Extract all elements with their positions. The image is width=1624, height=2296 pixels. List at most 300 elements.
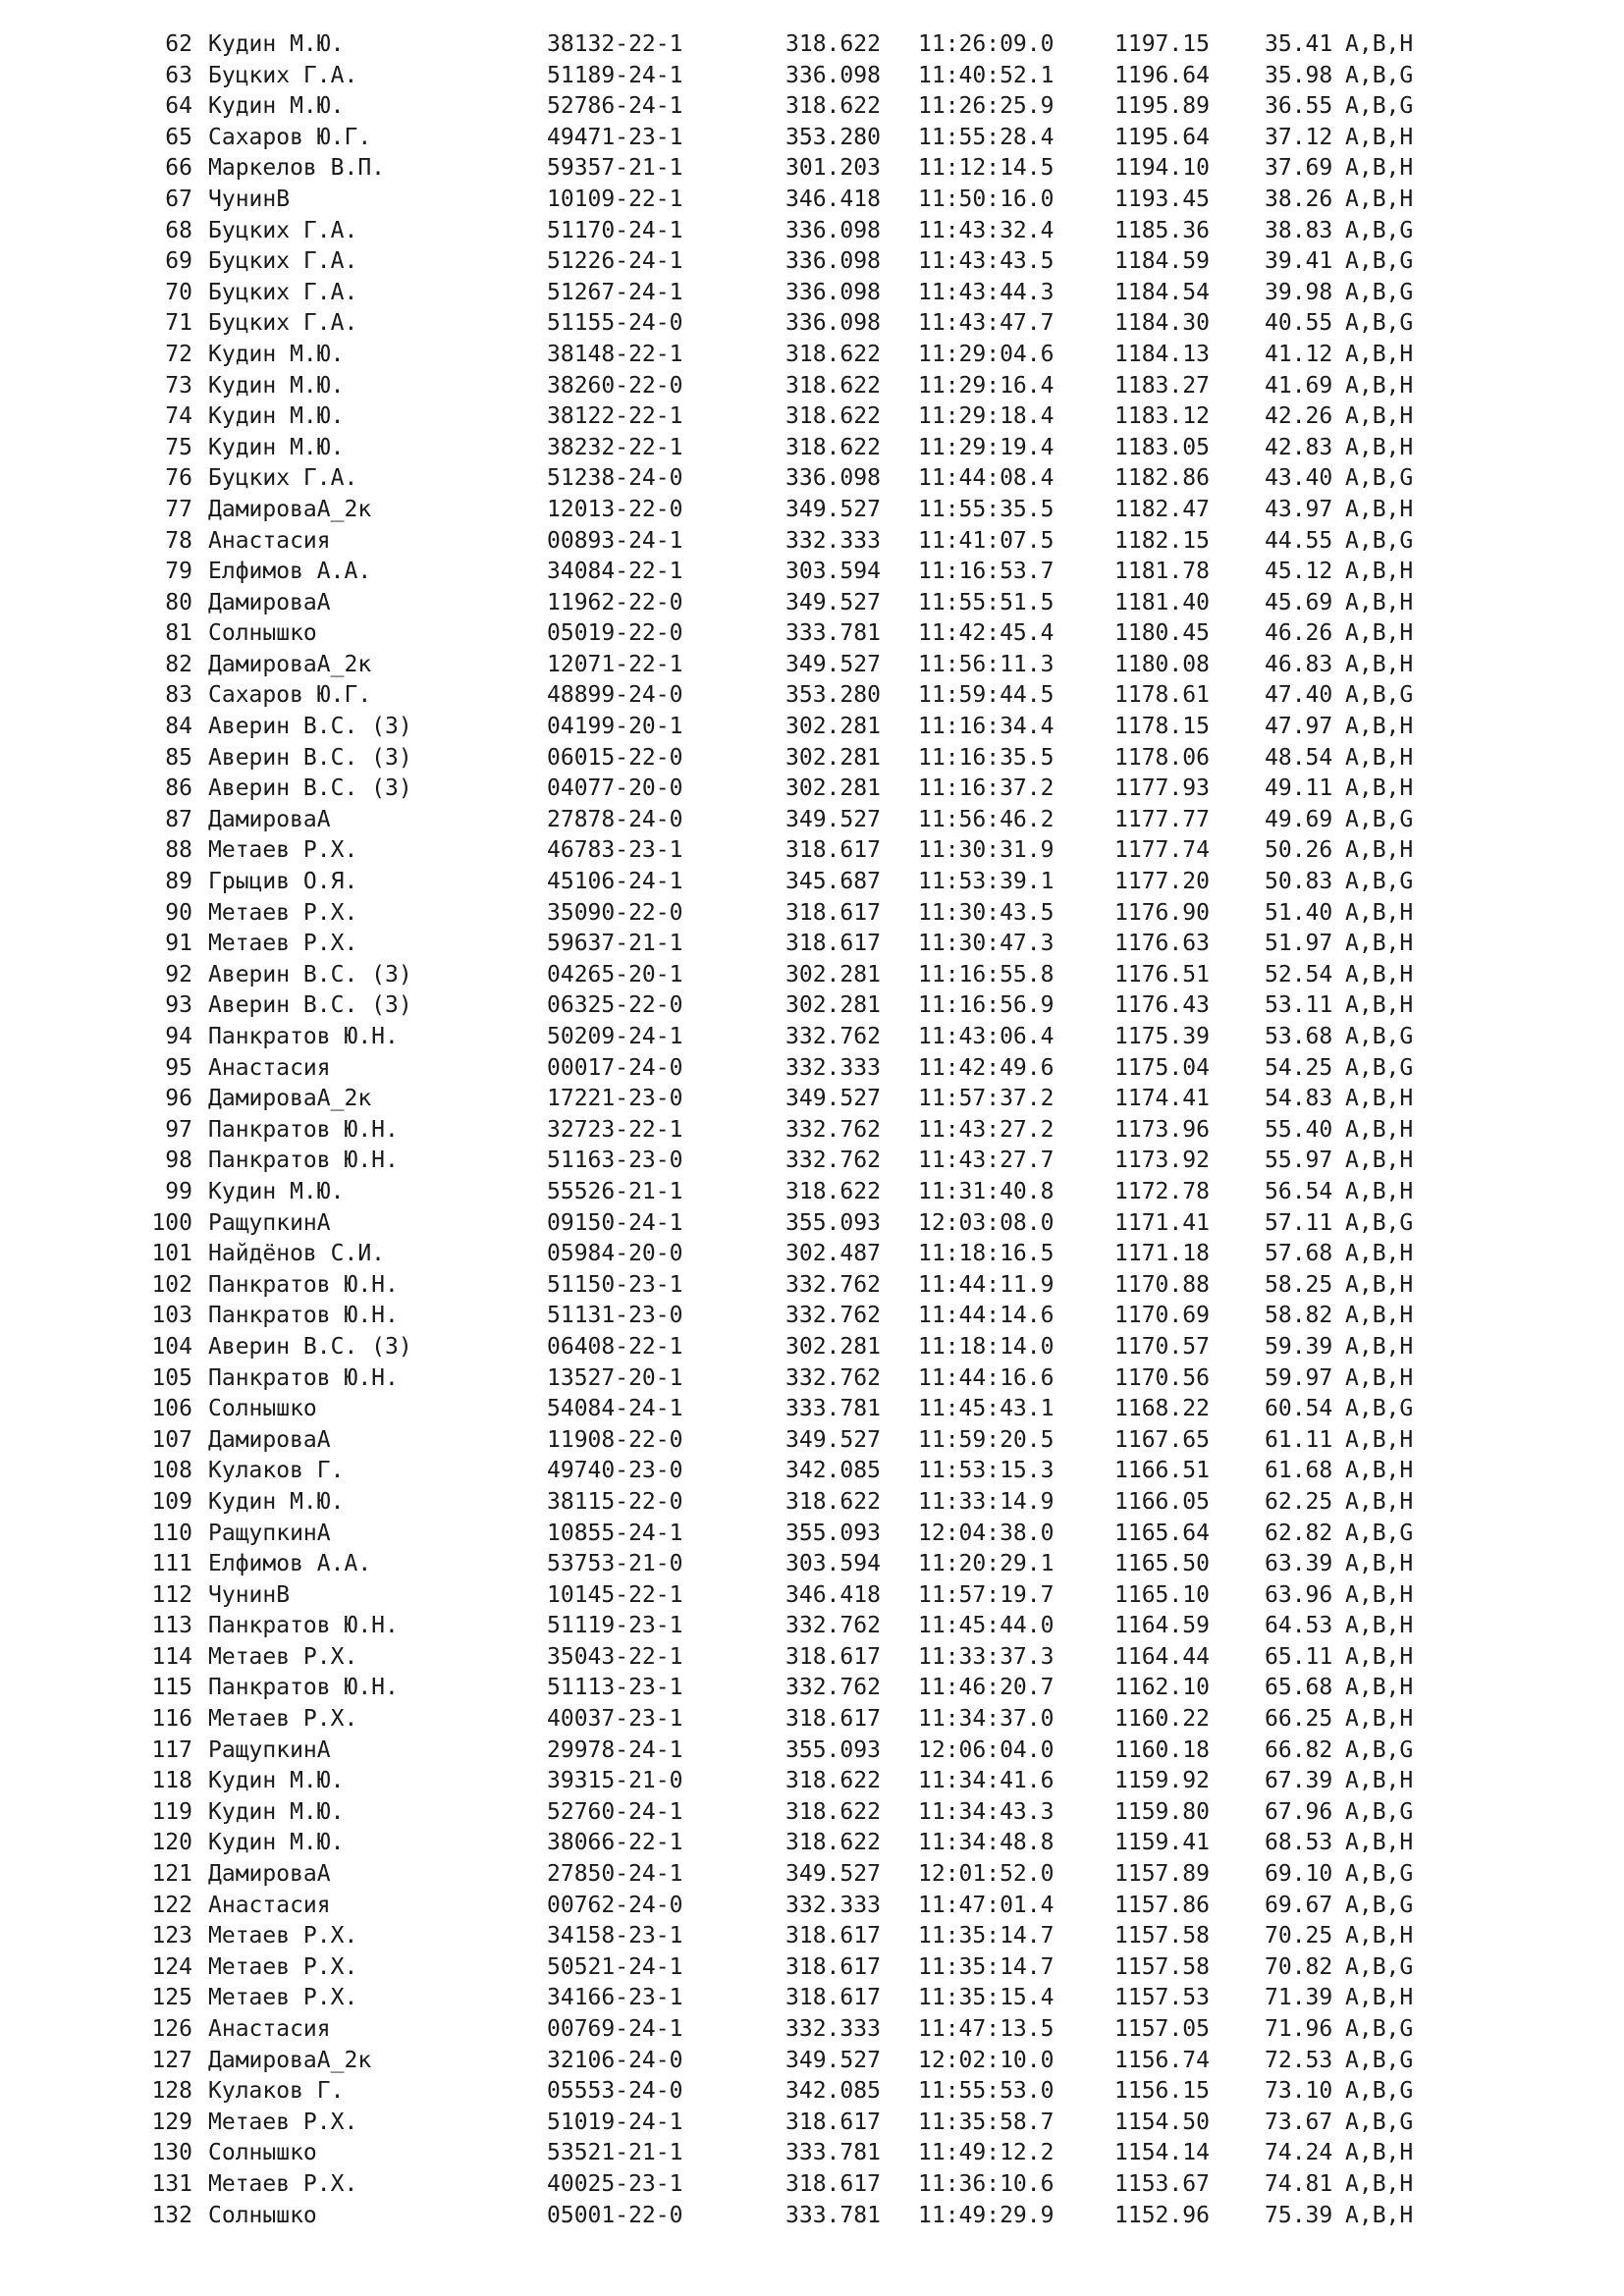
fancier-name: Кудин М.Ю. [208,1830,345,1856]
distance: 332.762 [785,1613,881,1639]
distance: 318.622 [785,1830,881,1856]
fancier-name: Панкратов Ю.Н. [208,1303,399,1329]
arrival-time: 11:57:19.7 [918,1581,1055,1608]
distance: 333.781 [785,2140,881,2166]
fancier-name: Кудин М.Ю. [208,31,345,57]
arrival-time: 12:02:10.0 [918,2047,1055,2073]
category-flags: A,B,H [1345,620,1414,647]
distance: 318.617 [785,2109,881,2135]
table-row [0,495,1624,526]
results-table [0,29,1624,2231]
distance: 318.617 [785,1643,881,1670]
coefficient: 70.82 [1265,1953,1333,1980]
category-flags: A,B,H [1345,341,1414,367]
category-flags: A,B,H [1345,1303,1414,1329]
table-row [0,1394,1624,1425]
table-row [0,712,1624,743]
table-row [0,867,1624,898]
category-flags: A,B,G [1345,806,1414,832]
category-flags: A,B,H [1345,1148,1414,1174]
ring-number: 53521-21-1 [547,2140,683,2166]
speed: 1159.92 [1114,1768,1210,1794]
category-flags: A,B,H [1345,589,1414,615]
fancier-name: Метаев Р.Х. [208,1643,358,1670]
speed: 1182.86 [1114,465,1210,492]
arrival-time: 11:16:37.2 [918,775,1055,802]
ring-number: 12071-22-1 [547,651,683,677]
distance: 302.281 [785,775,881,802]
distance: 318.622 [785,403,881,430]
fancier-name: Найдёнов С.И. [208,1241,386,1267]
speed: 1184.54 [1114,279,1210,305]
fancier-name: ДамироваА [208,806,331,832]
arrival-time: 11:26:25.9 [918,93,1055,120]
fancier-name: Панкратов Ю.Н. [208,1613,399,1639]
arrival-time: 11:44:16.6 [918,1364,1055,1391]
fancier-name: Панкратов Ю.Н. [208,1148,399,1174]
speed: 1193.45 [1114,186,1210,212]
ring-number: 50209-24-1 [547,1024,683,1049]
category-flags: A,B,H [1345,559,1414,585]
coefficient: 61.68 [1265,1458,1333,1484]
coefficient: 72.53 [1265,2047,1333,2073]
table-row [0,246,1624,278]
ring-number: 13527-20-1 [547,1364,683,1391]
table-row [0,401,1624,433]
table-row [0,990,1624,1022]
coefficient: 44.55 [1265,527,1333,554]
coefficient: 45.12 [1265,559,1333,585]
arrival-time: 11:46:20.7 [918,1675,1055,1701]
coefficient: 73.67 [1265,2109,1333,2135]
category-flags: A,B,H [1345,1333,1414,1360]
ring-number: 45106-24-1 [547,869,683,895]
ring-number: 38260-22-0 [547,372,683,399]
fancier-name: Анастасия [208,1892,331,1918]
distance: 336.098 [785,465,881,492]
ring-number: 04265-20-1 [547,961,683,988]
fancier-name: Метаев Р.Х. [208,1706,358,1733]
table-row [0,1797,1624,1829]
speed: 1175.04 [1114,1054,1210,1081]
place-number: 72 [165,341,192,367]
arrival-time: 11:33:14.9 [918,1488,1055,1515]
distance: 318.617 [785,931,881,957]
coefficient: 41.12 [1265,341,1333,367]
place-number: 82 [165,651,192,677]
fancier-name: Грыцив О.Я. [208,869,358,895]
coefficient: 74.81 [1265,2170,1333,2197]
coefficient: 69.10 [1265,1861,1333,1888]
category-flags: A,B,G [1345,310,1414,337]
fancier-name: Елфимов А.А. [208,559,372,585]
place-number: 94 [165,1024,192,1049]
distance: 332.762 [785,1116,881,1143]
ring-number: 50521-24-1 [547,1953,683,1980]
table-row [0,371,1624,402]
arrival-time: 11:56:46.2 [918,806,1055,832]
category-flags: A,B,G [1345,527,1414,554]
coefficient: 57.11 [1265,1209,1333,1236]
table-row [0,1177,1624,1208]
place-number: 96 [165,1086,192,1112]
distance: 318.617 [785,899,881,926]
speed: 1195.64 [1114,124,1210,150]
place-number: 118 [151,1768,192,1794]
arrival-time: 11:56:11.3 [918,651,1055,677]
arrival-time: 11:47:01.4 [918,1892,1055,1918]
arrival-time: 11:44:11.9 [918,1271,1055,1298]
fancier-name: ДамироваА_2к [208,1086,372,1112]
ring-number: 32723-22-1 [547,1116,683,1143]
distance: 318.617 [785,1706,881,1733]
place-number: 85 [165,744,192,771]
fancier-name: Солнышко [208,1396,317,1422]
fancier-name: Анастасия [208,1054,331,1081]
coefficient: 51.97 [1265,931,1333,957]
table-row [0,308,1624,340]
coefficient: 38.83 [1265,217,1333,243]
coefficient: 49.11 [1265,775,1333,802]
table-row [0,1611,1624,1642]
place-number: 111 [151,1551,192,1577]
arrival-time: 11:43:27.7 [918,1148,1055,1174]
coefficient: 35.41 [1265,31,1333,57]
category-flags: A,B,G [1345,279,1414,305]
table-row [0,2201,1624,2232]
coefficient: 54.83 [1265,1086,1333,1112]
ring-number: 51189-24-1 [547,62,683,88]
coefficient: 42.26 [1265,403,1333,430]
place-number: 105 [151,1364,192,1391]
speed: 1177.93 [1114,775,1210,802]
distance: 318.617 [785,1953,881,1980]
speed: 1167.65 [1114,1426,1210,1453]
arrival-time: 11:29:16.4 [918,372,1055,399]
fancier-name: ЧунинВ [208,186,291,212]
speed: 1177.77 [1114,806,1210,832]
category-flags: A,B,H [1345,1768,1414,1794]
fancier-name: ДамироваА [208,1861,331,1888]
category-flags: A,B,H [1345,1086,1414,1112]
place-number: 73 [165,372,192,399]
arrival-time: 11:31:40.8 [918,1178,1055,1204]
distance: 345.687 [785,869,881,895]
fancier-name: Панкратов Ю.Н. [208,1675,399,1701]
table-row [0,557,1624,588]
speed: 1160.18 [1114,1736,1210,1763]
coefficient: 59.39 [1265,1333,1333,1360]
table-row [0,278,1624,309]
arrival-time: 11:29:18.4 [918,403,1055,430]
fancier-name: Буцких Г.А. [208,279,358,305]
ring-number: 00893-24-1 [547,527,683,554]
ring-number: 54084-24-1 [547,1396,683,1422]
place-number: 95 [165,1054,192,1081]
fancier-name: Панкратов Ю.Н. [208,1364,399,1391]
place-number: 128 [151,2078,192,2105]
arrival-time: 11:16:35.5 [918,744,1055,771]
distance: 332.762 [785,1024,881,1049]
fancier-name: Буцких Г.А. [208,217,358,243]
fancier-name: Кудин М.Ю. [208,1178,345,1204]
arrival-time: 11:30:31.9 [918,837,1055,864]
place-number: 99 [165,1178,192,1204]
place-number: 97 [165,1116,192,1143]
category-flags: A,B,H [1345,1271,1414,1298]
distance: 349.527 [785,1426,881,1453]
coefficient: 65.68 [1265,1675,1333,1701]
speed: 1157.53 [1114,1985,1210,2011]
category-flags: A,B,H [1345,837,1414,864]
coefficient: 68.53 [1265,1830,1333,1856]
speed: 1195.89 [1114,93,1210,120]
speed: 1183.27 [1114,372,1210,399]
ring-number: 59357-21-1 [547,155,683,182]
speed: 1154.14 [1114,2140,1210,2166]
table-row [0,153,1624,185]
fancier-name: Кулаков Г. [208,1458,345,1484]
distance: 332.333 [785,1892,881,1918]
ring-number: 04077-20-0 [547,775,683,802]
distance: 318.622 [785,434,881,460]
speed: 1194.10 [1114,155,1210,182]
arrival-time: 11:55:35.5 [918,496,1055,522]
coefficient: 58.82 [1265,1303,1333,1329]
table-row [0,1549,1624,1580]
place-number: 92 [165,961,192,988]
ring-number: 38132-22-1 [547,31,683,57]
category-flags: A,B,G [1345,682,1414,709]
speed: 1175.39 [1114,1024,1210,1049]
arrival-time: 11:50:16.0 [918,186,1055,212]
category-flags: A,B,H [1345,1551,1414,1577]
category-flags: A,B,H [1345,1643,1414,1670]
category-flags: A,B,H [1345,1581,1414,1608]
table-row [0,1891,1624,1922]
category-flags: A,B,G [1345,217,1414,243]
place-number: 104 [151,1333,192,1360]
arrival-time: 12:03:08.0 [918,1209,1055,1236]
fancier-name: Метаев Р.Х. [208,1953,358,1980]
ring-number: 04199-20-1 [547,714,683,740]
speed: 1170.69 [1114,1303,1210,1329]
ring-number: 51113-23-1 [547,1675,683,1701]
speed: 1171.41 [1114,1209,1210,1236]
coefficient: 61.11 [1265,1426,1333,1453]
coefficient: 41.69 [1265,372,1333,399]
speed: 1177.20 [1114,869,1210,895]
ring-number: 55526-21-1 [547,1178,683,1204]
coefficient: 39.41 [1265,248,1333,275]
fancier-name: Панкратов Ю.Н. [208,1024,399,1049]
speed: 1185.36 [1114,217,1210,243]
speed: 1177.74 [1114,837,1210,864]
arrival-time: 11:20:29.1 [918,1551,1055,1577]
coefficient: 42.83 [1265,434,1333,460]
place-number: 74 [165,403,192,430]
arrival-time: 12:04:38.0 [918,1520,1055,1546]
place-number: 120 [151,1830,192,1856]
coefficient: 66.82 [1265,1736,1333,1763]
distance: 318.622 [785,1768,881,1794]
ring-number: 34084-22-1 [547,559,683,585]
distance: 353.280 [785,682,881,709]
fancier-name: Метаев Р.Х. [208,837,358,864]
place-number: 103 [151,1303,192,1329]
distance: 336.098 [785,279,881,305]
place-number: 84 [165,714,192,740]
coefficient: 51.40 [1265,899,1333,926]
coefficient: 35.98 [1265,62,1333,88]
distance: 302.281 [785,744,881,771]
distance: 302.281 [785,714,881,740]
coefficient: 52.54 [1265,961,1333,988]
speed: 1157.86 [1114,1892,1210,1918]
place-number: 90 [165,899,192,926]
table-row [0,1208,1624,1240]
arrival-time: 11:35:14.7 [918,1923,1055,1949]
coefficient: 67.39 [1265,1768,1333,1794]
place-number: 116 [151,1706,192,1733]
table-row [0,1673,1624,1704]
place-number: 83 [165,682,192,709]
table-row [0,1519,1624,1550]
category-flags: A,B,H [1345,372,1414,399]
coefficient: 46.26 [1265,620,1333,647]
arrival-time: 11:36:10.6 [918,2170,1055,2197]
ring-number: 38122-22-1 [547,403,683,430]
place-number: 91 [165,931,192,957]
coefficient: 55.97 [1265,1148,1333,1174]
coefficient: 43.97 [1265,496,1333,522]
distance: 333.781 [785,2202,881,2228]
table-row [0,835,1624,867]
category-flags: A,B,G [1345,1024,1414,1049]
ring-number: 12013-22-0 [547,496,683,522]
arrival-time: 11:44:08.4 [918,465,1055,492]
speed: 1156.15 [1114,2078,1210,2105]
category-flags: A,B,H [1345,899,1414,926]
arrival-time: 11:16:55.8 [918,961,1055,988]
table-row [0,1921,1624,1952]
table-row [0,618,1624,650]
fancier-name: Аверин В.С. (З) [208,992,412,1019]
arrival-time: 11:35:14.7 [918,1953,1055,1980]
ring-number: 11962-22-0 [547,589,683,615]
distance: 332.762 [785,1148,881,1174]
category-flags: A,B,H [1345,1116,1414,1143]
place-number: 102 [151,1271,192,1298]
fancier-name: Кудин М.Ю. [208,372,345,399]
category-flags: A,B,G [1345,1209,1414,1236]
category-flags: A,B,H [1345,155,1414,182]
speed: 1180.45 [1114,620,1210,647]
fancier-name: Кудин М.Ю. [208,341,345,367]
coefficient: 40.55 [1265,310,1333,337]
category-flags: A,B,H [1345,1923,1414,1949]
distance: 303.594 [785,559,881,585]
distance: 302.281 [785,961,881,988]
ring-number: 49740-23-0 [547,1458,683,1484]
speed: 1165.10 [1114,1581,1210,1608]
fancier-name: Метаев Р.Х. [208,2109,358,2135]
table-row [0,185,1624,216]
place-number: 100 [151,1209,192,1236]
distance: 318.617 [785,1923,881,1949]
distance: 333.781 [785,1396,881,1422]
distance: 336.098 [785,248,881,275]
table-row [0,650,1624,681]
table-row [0,1363,1624,1395]
table-row [0,929,1624,960]
table-row [0,2138,1624,2169]
speed: 1157.05 [1114,2016,1210,2042]
table-row [0,91,1624,123]
place-number: 101 [151,1241,192,1267]
speed: 1184.30 [1114,310,1210,337]
place-number: 131 [151,2170,192,2197]
table-row [0,743,1624,774]
coefficient: 48.54 [1265,744,1333,771]
fancier-name: Солнышко [208,2202,317,2228]
speed: 1157.58 [1114,1923,1210,1949]
ring-number: 00762-24-0 [547,1892,683,1918]
ring-number: 11908-22-0 [547,1426,683,1453]
ring-number: 06015-22-0 [547,744,683,771]
coefficient: 47.97 [1265,714,1333,740]
arrival-time: 11:45:44.0 [918,1613,1055,1639]
fancier-name: Аверин В.С. (З) [208,1333,412,1360]
ring-number: 51170-24-1 [547,217,683,243]
arrival-time: 11:55:53.0 [918,2078,1055,2105]
ring-number: 00769-24-1 [547,2016,683,2042]
place-number: 65 [165,124,192,150]
fancier-name: Анастасия [208,2016,331,2042]
coefficient: 64.53 [1265,1613,1333,1639]
coefficient: 70.25 [1265,1923,1333,1949]
place-number: 76 [165,465,192,492]
speed: 1166.51 [1114,1458,1210,1484]
category-flags: A,B,H [1345,186,1414,212]
fancier-name: Метаев Р.Х. [208,931,358,957]
speed: 1154.50 [1114,2109,1210,2135]
fancier-name: ЧунинВ [208,1581,291,1608]
place-number: 79 [165,559,192,585]
ring-number: 05019-22-0 [547,620,683,647]
ring-number: 49471-23-1 [547,124,683,150]
speed: 1182.15 [1114,527,1210,554]
category-flags: A,B,H [1345,775,1414,802]
place-number: 106 [151,1396,192,1422]
category-flags: A,B,G [1345,1892,1414,1918]
fancier-name: Аверин В.С. (З) [208,961,412,988]
table-row [0,680,1624,712]
table-row [0,1487,1624,1519]
distance: 318.617 [785,1985,881,2011]
ring-number: 10109-22-1 [547,186,683,212]
category-flags: A,B,H [1345,1241,1414,1267]
fancier-name: РащупкинА [208,1520,331,1546]
place-number: 110 [151,1520,192,1546]
fancier-name: Метаев Р.Х. [208,899,358,926]
speed: 1184.59 [1114,248,1210,275]
place-number: 123 [151,1923,192,1949]
ring-number: 38115-22-0 [547,1488,683,1515]
distance: 349.527 [785,1861,881,1888]
table-row [0,2014,1624,2046]
ring-number: 34166-23-1 [547,1985,683,2011]
